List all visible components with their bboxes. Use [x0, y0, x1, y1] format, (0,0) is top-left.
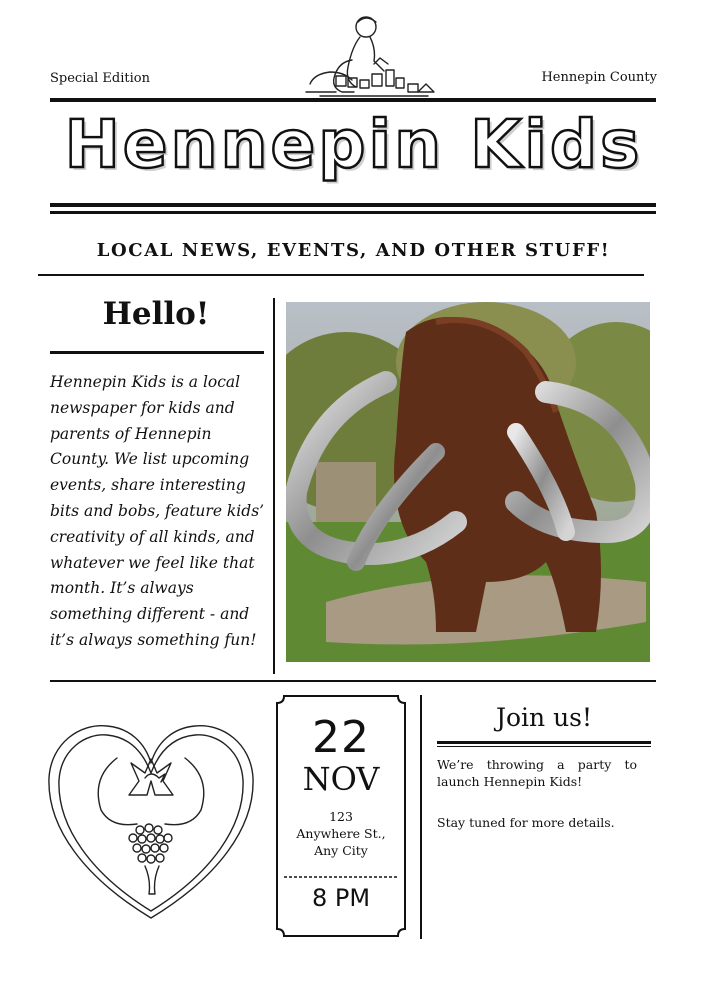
masthead-title: Hennepin Kids	[64, 106, 643, 183]
join-heading: Join us!	[495, 703, 593, 732]
join-column-divider	[420, 695, 422, 939]
join-more: Stay tuned for more details.	[437, 815, 615, 830]
event-time: 8 PM	[311, 884, 371, 912]
intro-heading: Hello!	[102, 296, 210, 332]
masthead-top-rule	[50, 98, 656, 102]
intro-body: Hennepin Kids is a local newspaper for kids and parents of Hennepin County. We list upcoming events, share interesting bits and bobs, feature kids’ creativity of all kinds, and whatever we feel like that month. It’s always something different - and it’s always something fun!	[50, 373, 265, 649]
heart-bird-emblem-icon	[45, 718, 257, 924]
event-address-line2: Anywhere St.,	[296, 826, 386, 841]
masthead-bottom-rule-2	[50, 211, 656, 214]
masthead-bottom-rule	[50, 203, 656, 207]
tagline-rule	[38, 274, 644, 276]
edition-label: Special Edition	[50, 71, 150, 86]
county-label: Hennepin County	[541, 70, 657, 85]
tagline: LOCAL NEWS, EVENTS, AND OTHER STUFF!	[96, 240, 611, 261]
event-address-line3: Any City	[314, 843, 368, 858]
join-text: We’re throwing a party to launch Hennepin Kids!	[437, 757, 637, 789]
event-address-line1: 123	[329, 809, 353, 824]
event-address	[276, 808, 406, 859]
child-building-blocks-icon	[300, 12, 440, 107]
event-day: 22	[312, 712, 370, 763]
woolly-mammoth-sculpture	[286, 302, 650, 662]
mid-rule	[50, 680, 656, 682]
event-month: NOV	[302, 760, 380, 798]
join-heading-rule-2	[437, 746, 651, 747]
join-heading-rule	[437, 741, 651, 744]
intro-heading-rule	[50, 351, 264, 354]
column-divider	[273, 298, 275, 674]
